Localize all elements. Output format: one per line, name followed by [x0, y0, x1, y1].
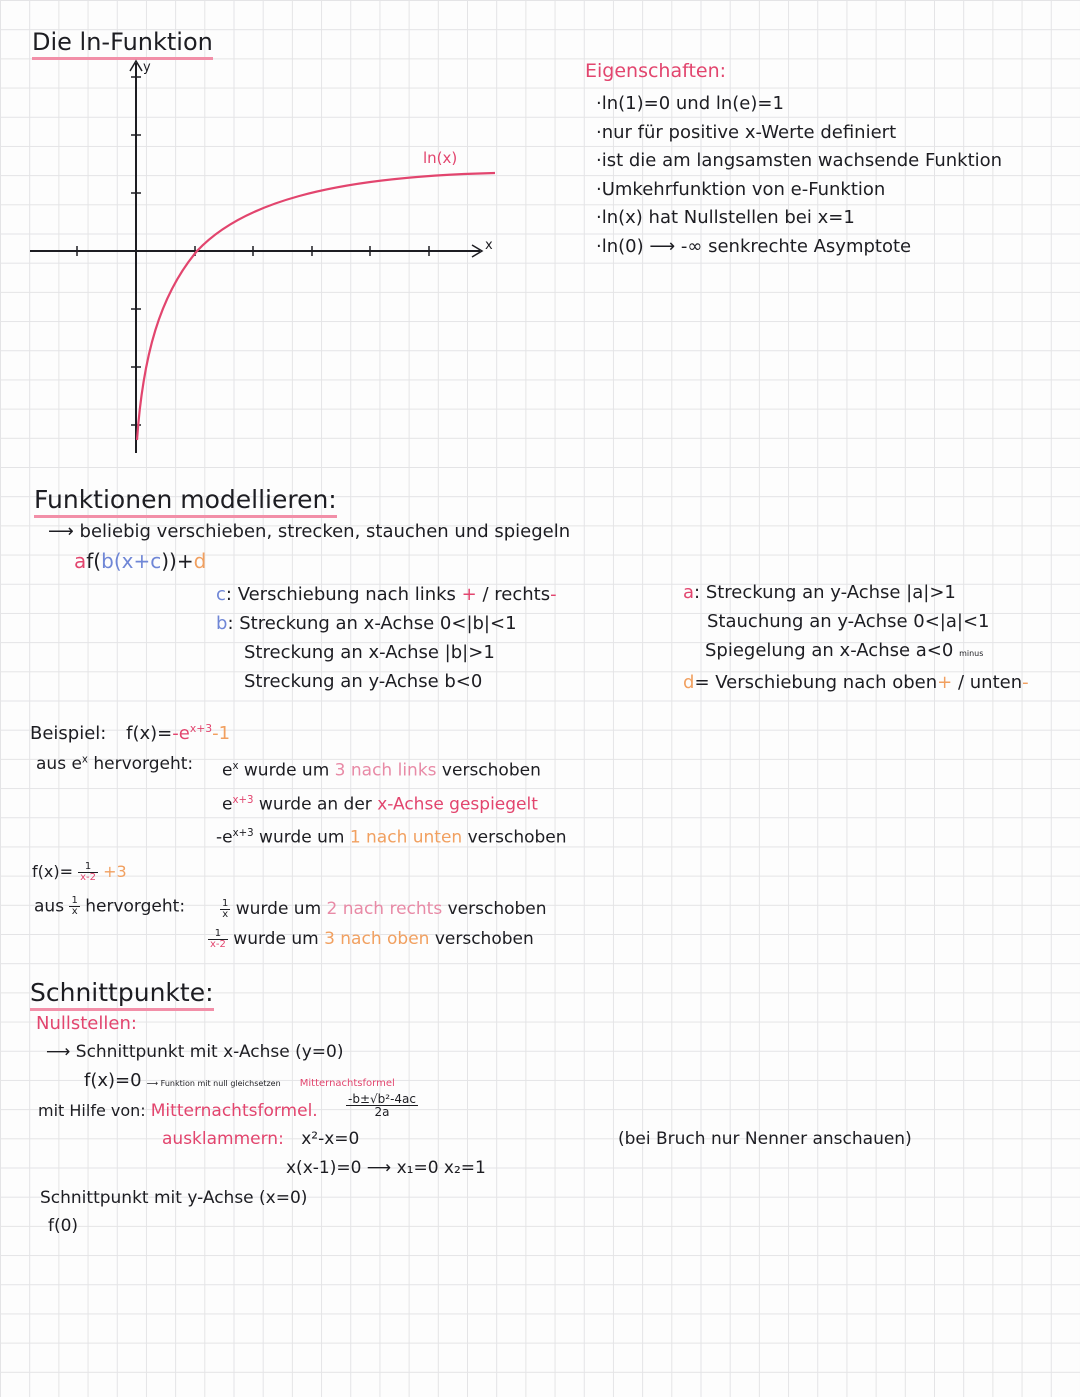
- beispiel1-neg: -e: [172, 723, 190, 744]
- d-slash: / unten: [952, 672, 1023, 693]
- beispiel1-minus1: -1: [212, 723, 231, 744]
- fraction-num: 1: [78, 862, 98, 873]
- beispiel1-line: [216, 786, 567, 820]
- eq2: x(x-1)=0 ⟶ x₁=0 x₂=1: [286, 1158, 486, 1178]
- y-achse-line: Schnittpunkt mit y-Achse (x=0): [40, 1188, 308, 1208]
- c-minus: -: [550, 584, 557, 605]
- modellieren-heading: [34, 485, 337, 518]
- b-line-text: : Streckung an x-Achse 0<|b|<1: [227, 613, 517, 634]
- beispiel2-fraction: [78, 862, 98, 883]
- line-pre: e: [222, 760, 233, 781]
- fraction-den: x-2: [80, 872, 96, 883]
- line-pre-exp: x+3: [232, 794, 254, 806]
- c-plus: +: [461, 584, 477, 605]
- ln-graph: [25, 55, 515, 455]
- line-pre-exp: x: [232, 761, 239, 772]
- beispiel1-line: [216, 819, 567, 853]
- beispiel1-header: [30, 722, 230, 744]
- b-line: [216, 609, 557, 638]
- line-pre: -e: [216, 827, 233, 848]
- beispiel1-line: [216, 752, 567, 786]
- eq1: x²-x=0: [301, 1129, 360, 1149]
- eigenschaft-item: ·ln(x) hat Nullstellen bei x=1: [596, 207, 855, 229]
- a-line: [683, 636, 1029, 668]
- formula-b: b: [101, 549, 114, 573]
- from-label: aus e: [36, 754, 82, 774]
- schnittpunkte-heading: [30, 978, 214, 1011]
- from-rest: hervorgeht:: [85, 896, 186, 917]
- mithilfe-row: [38, 1101, 318, 1121]
- from-rest: hervorgeht:: [87, 754, 194, 774]
- ln-curve: [137, 173, 495, 440]
- formula-d: d: [193, 549, 207, 573]
- modellieren-line1: ⟶ beliebig verschieben, strecken, stauchen und spiegeln: [48, 521, 571, 542]
- fx0: f(x)=0: [84, 1070, 142, 1091]
- ad-block: [683, 578, 1029, 697]
- nullstellen-heading: Nullstellen:: [36, 1013, 137, 1034]
- from-exp: x: [81, 754, 88, 766]
- formula-fraction: [346, 1093, 418, 1118]
- line-fraction: [220, 899, 230, 920]
- eigenschaft-item: ·ln(1)=0 und ln(e)=1: [596, 93, 784, 114]
- nullstellen-line1: ⟶ Schnittpunkt mit x-Achse (y=0): [46, 1042, 344, 1062]
- a-minus-note: minus: [959, 649, 984, 658]
- fraction-num: 1: [208, 929, 228, 940]
- a-line: Stauchung an y-Achse 0<|a|<1: [707, 611, 990, 632]
- eigenschaften-heading: Eigenschaften:: [585, 60, 727, 82]
- formula-inner: (x+: [113, 549, 151, 573]
- beispiel2-line: [208, 894, 547, 924]
- fraction-num: 1: [222, 897, 229, 909]
- beispiel1-from: [36, 754, 193, 774]
- beispiel2-func: f(x)=: [32, 862, 73, 881]
- line-highlight: 3 nach oben: [324, 929, 430, 949]
- beispiel2-from: [34, 896, 185, 917]
- eigenschaft-item: ·ist die am langsamsten wachsende Funktion: [596, 150, 1003, 172]
- line-t2: verschoben: [462, 827, 567, 848]
- a-line-text: Spiegelung an x-Achse a<0: [705, 640, 954, 661]
- f0: f(0): [48, 1216, 79, 1236]
- line-highlight: 3 nach links: [334, 760, 437, 781]
- fraction-den: x: [71, 906, 78, 917]
- beispiel-label: Beispiel:: [30, 723, 107, 744]
- modellieren-formula: [74, 549, 206, 573]
- beispiel1-func: f(x)=: [126, 723, 173, 744]
- bruch-note: (bei Bruch nur Nenner anschauen): [618, 1129, 912, 1149]
- fraction-num: -b±√b²-4ac: [348, 1092, 416, 1106]
- modellieren-heading-text: Funktionen modellieren:: [34, 485, 337, 514]
- eigenschaft-item: ·nur für positive x-Werte definiert: [596, 121, 897, 143]
- b-line: Streckung an y-Achse b<0: [244, 671, 483, 692]
- eigenschaften-list: [596, 90, 1002, 262]
- from-label: aus: [34, 896, 65, 917]
- line-t2: verschoben: [436, 760, 541, 781]
- a-line: [683, 578, 1029, 607]
- page-title-text: Die ln-Funktion: [32, 28, 213, 56]
- beispiel2-plus3: +3: [103, 862, 127, 881]
- fx0-row: [84, 1070, 395, 1091]
- a-line-text: : Streckung an y-Achse |a|>1: [694, 582, 956, 603]
- line-t1: wurde an der: [253, 794, 378, 815]
- line-pre-exp: x+3: [232, 828, 254, 840]
- beispiel1-exp: x+3: [189, 722, 213, 735]
- axis-y-label: y: [143, 60, 151, 75]
- d-text: = Verschiebung nach oben: [694, 672, 938, 693]
- mitternacht-formula: [346, 1093, 418, 1118]
- beispiel2-header: [32, 862, 127, 883]
- line-t1: wurde um: [230, 899, 327, 919]
- b-letter: b: [216, 613, 228, 634]
- fraction-num: 1: [71, 895, 78, 906]
- cb-block: [216, 580, 557, 696]
- eigenschaft-item: ·Umkehrfunktion von e-Funktion: [596, 178, 886, 200]
- a-letter: a: [683, 582, 695, 603]
- formula-close: ))+: [161, 549, 194, 573]
- axis-x-label: x: [485, 238, 493, 253]
- fx0-note: ⟶ Funktion mit null gleichsetzen: [146, 1079, 281, 1088]
- beispiel1-lines: [216, 752, 567, 853]
- line-t1: wurde um: [227, 929, 325, 949]
- b-line: Streckung an x-Achse |b|>1: [244, 642, 495, 663]
- mitternacht-note: Mitternachtsformel: [299, 1078, 395, 1089]
- fraction-den: x: [222, 908, 229, 920]
- c-slash: / rechts: [476, 584, 551, 605]
- formula-a: a: [74, 549, 87, 573]
- ausklammern-label: ausklammern:: [162, 1129, 284, 1149]
- line-pre: e: [222, 794, 233, 815]
- schnittpunkte-heading-text: Schnittpunkte:: [30, 978, 214, 1007]
- d-minus: -: [1022, 672, 1029, 693]
- mitternacht-label: Mitternachtsformel.: [150, 1101, 318, 1121]
- eigenschaft-item: ·ln(0) ⟶ -∞ senkrechte Asymptote: [596, 235, 912, 257]
- line-highlight: 2 nach rechts: [326, 899, 443, 919]
- fraction-den: x-2: [210, 938, 226, 950]
- line-fraction: [208, 929, 228, 950]
- line-highlight: 1 nach unten: [349, 827, 463, 848]
- formula-c: c: [150, 549, 162, 573]
- c-line: [216, 580, 557, 609]
- from-fraction: [69, 896, 79, 917]
- fraction-den: 2a: [374, 1105, 390, 1119]
- formula-f: f(: [86, 549, 102, 573]
- mithilfe-label: mit Hilfe von:: [38, 1101, 146, 1120]
- d-plus: +: [937, 672, 953, 693]
- beispiel2-lines: [208, 894, 547, 954]
- curve-label: ln(x): [423, 149, 458, 167]
- d-letter: d: [683, 672, 695, 693]
- d-line: [683, 668, 1029, 697]
- c-letter: c: [216, 584, 226, 605]
- ausklammern-row: [162, 1129, 359, 1149]
- line-t2: verschoben: [429, 929, 534, 949]
- c-text: : Verschiebung nach links: [225, 584, 456, 605]
- line-t2: verschoben: [442, 899, 547, 919]
- line-t1: wurde um: [253, 827, 350, 848]
- line-highlight: x-Achse gespiegelt: [377, 794, 538, 815]
- beispiel2-line: [208, 924, 547, 954]
- line-t1: wurde um: [238, 760, 335, 781]
